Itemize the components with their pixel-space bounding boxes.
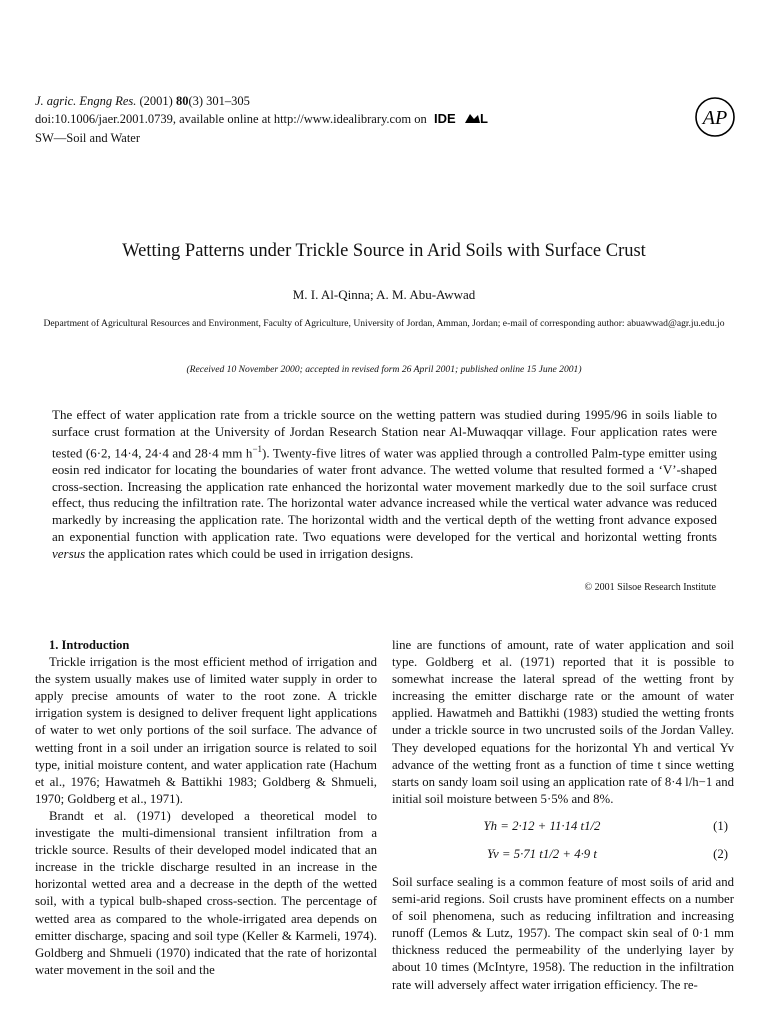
intro-paragraph-1: Trickle irrigation is the most efficient method of irrigation and the system usually makes use of limited water supply in order to apply precise amounts of water to the root zone. A trickle irrigation system is designed to deliver frequent light applications of water to wet only portions of the soil surface. The advance of wetting front in a soil under an irrigation source is related to soil type, initial moisture content, and water application rate (Hachum et al., 1976; Hawatmeh & Battikhi 1983; Goldberg & Shmueli, 1970; Goldberg et al., 1971). bbox=[35, 655, 377, 806]
publisher-logo-icon bbox=[694, 96, 736, 138]
equation-1 bbox=[392, 814, 734, 838]
affiliation: Department of Agricultural Resources and Environment, Faculty of Agriculture, University of Jordan, Amman, Jordan; e-mail of corresponding author: abuawwad@agr.ju.edu.jo bbox=[43, 318, 725, 329]
ideal-library-logo-icon bbox=[434, 111, 488, 131]
citation-line bbox=[35, 93, 635, 111]
doi-text: doi:10.1006/jaer.2001.0739, available online at http://www.idealibrary.com on bbox=[35, 111, 427, 126]
abstract-versus: versus bbox=[52, 545, 86, 561]
equation-1-expression: Yh = 2·12 + 11·14 t1/2 bbox=[483, 818, 601, 833]
equation-1-number: (1) bbox=[713, 818, 728, 833]
intro-paragraph-2: Brandt et al. (1971) developed a theoretical model to investigate the multi-dimensional transient infiltration from a trickle source. Results of their developed model indicated that an increase in the trickle discharge resulted in an increase in the horizontal wetted area and a decrease in the depth of the wetted soil, with a typical bulb-shaped cross-section. The percentage of wetted area as compared to the whole-irrigated area depends on emitter discharge, spacing and soil type (Keller & Karmeli, 1974). Goldberg and Shmueli (1970) indicated that the rate of horizontal water movement in the soil and the bbox=[35, 808, 377, 977]
left-column bbox=[35, 637, 377, 979]
abstract-unit-sup: −1 bbox=[252, 443, 263, 454]
abstract bbox=[52, 407, 717, 563]
volume: 80 bbox=[175, 94, 189, 108]
abstract-text-3: the application rates which could be used in irrigation designs. bbox=[85, 545, 414, 561]
paper-title: Wetting Patterns under Trickle Source in Arid Soils with Surface Crust bbox=[122, 241, 646, 261]
section-heading: 1. Introduction bbox=[49, 638, 130, 652]
abstract-text-2: ). Twenty-five litres of water was applied through a controlled Palm-type emitter using eosin red indicator for locating the boundaries of water front advance. The wetted volume that resulted formed a ‘V’-shaped cross-section. Increasing the application rate enhanced the horizontal water movement markedly due to the soil surface crust effect, thus reducing the infiltration rate. The horizontal water advance increased while the vertical water advance was reduced markedly by increasing the application rate. The horizontal width and the vertical depth of the wetting front advance exposed an exponential function with application rate. Two equations were developed for the vertical and horizontal wetting fronts bbox=[52, 444, 718, 544]
section-label: SW—Soil and Water bbox=[35, 131, 140, 145]
intro-paragraph-3: line are functions of amount, rate of water application and soil type. Goldberg et al. (1971) reported that it is possible to somewhat increase the lateral spread of the wetting front by increasing the emitter discharge rate or the amount of water applied. Hawatmeh and Battikhi (1983) studied the wetting fronts under a trickle source in two uncrusted soils of the Jordan Valley. They developed equations for the horizontal Yh and vertical Yv advance of the wetting front as a function of time t since wetting starts on sandy loam soil using an application rate of 8·4 l/h−1 and initial soil moisture between 5·5% and 8%. bbox=[392, 638, 734, 806]
equation-2 bbox=[392, 842, 734, 866]
equation-2-expression: Yv = 5·71 t1/2 + 4·9 t bbox=[487, 846, 597, 861]
authors: M. I. Al-Qinna; A. M. Abu-Awwad bbox=[292, 287, 476, 302]
issue-pages: (3) 301–305 bbox=[188, 94, 250, 108]
equations bbox=[392, 814, 734, 866]
svg-text:IDE: IDE bbox=[433, 110, 456, 125]
svg-text:L: L bbox=[479, 110, 488, 125]
journal-header bbox=[35, 93, 635, 148]
abstract-text-1: The effect of water application rate from a trickle source on the wetting pattern was studied during 1995/96 in soils liable to surface crust formation at the University of Jordan Research Station near Al-Muwaqqar village. Four application rates were tested (6·2, 14·4, 24·4 and 28·4 mm h bbox=[52, 407, 717, 460]
doi-line bbox=[35, 111, 635, 131]
svg-text:AP: AP bbox=[702, 107, 728, 129]
received-dates: (Received 10 November 2000; accepted in revised form 26 April 2001; published online 15 June 2001) bbox=[186, 364, 582, 375]
copyright: © 2001 Silsoe Research Institute bbox=[584, 582, 716, 593]
intro-paragraph-4: Soil surface sealing is a common feature of most soils of arid and semi-arid regions. Soil crusts have prominent effects on a number of soil phenomena, such as reducing infiltration and increasing runoff (Lemos & Lutz, 1957). The compact skin seal of 0·1 mm thickness reduced the permeability of the underlying layer by about 10 times (McIntyre, 1958). The reduction in the infiltration rate will adversely affect water irrigation efficiency. The re- bbox=[392, 874, 734, 992]
journal-name: J. agric. Engng Res. bbox=[35, 94, 137, 108]
equation-2-number: (2) bbox=[713, 846, 728, 861]
citation-year: (2001) bbox=[139, 94, 173, 108]
right-column bbox=[392, 637, 734, 994]
